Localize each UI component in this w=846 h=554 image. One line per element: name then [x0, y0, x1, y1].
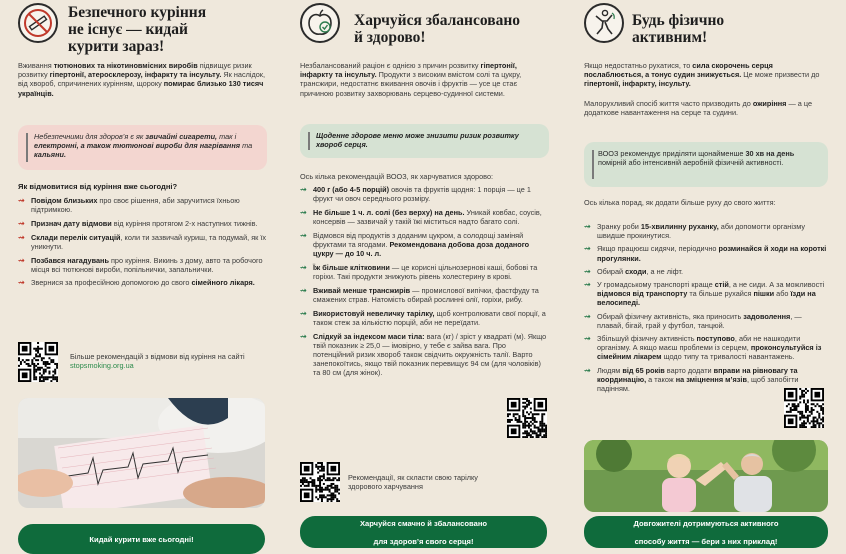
list-item — [584, 334, 828, 362]
nutrition-tips-list — [300, 185, 549, 382]
text-run: овочів та фруктів щодня: 1 порція — це 1 фрукт чи овоч середнього розміру. — [313, 185, 531, 204]
list-item — [18, 256, 267, 274]
text-run: Уникай ковбас, соусів, консервів — зазвичай у такій їжі міститься надто багато солі. — [313, 207, 542, 227]
qr-code-icon[interactable] — [784, 388, 824, 428]
bullet-icon: ⇝ — [300, 262, 307, 272]
bullet-icon: ⇝ — [584, 266, 591, 276]
text-run: сила скорочень серця послаблюється, а тонус судин знижується. — [584, 61, 773, 80]
list-item — [584, 312, 828, 330]
list-item — [300, 309, 549, 327]
text-run: щоб контролювати свої порції, а також стеж за кількістю порцій, аби не переїдати. — [313, 308, 546, 327]
text-run: Якщо працюєш сидячи, періодично — [597, 244, 719, 254]
list-item — [300, 332, 549, 378]
text-run: а також — [646, 374, 676, 384]
who-recommendation-box — [584, 142, 828, 187]
list-heading: Як відмовитися від куріння вже сьогодні? — [18, 182, 178, 191]
activity-tips-list — [584, 222, 828, 397]
text-run: щодо типу та тривалості навантажень. — [661, 352, 795, 362]
text-run: Вживай менше трансжирів — [313, 285, 411, 295]
list-item — [18, 278, 267, 287]
bullet-icon: ⇝ — [300, 230, 307, 240]
bullet-icon: ⇝ — [300, 331, 307, 341]
text-run: варто додати — [664, 365, 714, 375]
list-item — [18, 219, 267, 228]
text-run: , а не ліфт. — [646, 266, 684, 276]
list-item — [584, 244, 828, 262]
text-run: кальяни. — [34, 150, 66, 160]
text-run: Як наслідок, від хвороб, спричинених курінням, щороку — [18, 70, 266, 89]
text-run: Це може призвести до — [741, 70, 820, 80]
bullet-icon: ⇝ — [584, 311, 591, 321]
text-run: Вживання — [18, 61, 54, 70]
text-run: відмовся від транспорту — [597, 289, 688, 299]
quit-steps-list — [18, 196, 267, 292]
text-run: розминайся й ходи на короткі прогулянки. — [597, 244, 827, 263]
active-seniors-photo — [584, 440, 828, 512]
text-run: вправи на рівновагу та координацію, — [597, 365, 798, 384]
list-item — [584, 222, 828, 240]
text-run: про куріння. Викинь з дому, авто та робочого місця всі тютюнові вироби, попільнички, запальнички. — [31, 255, 263, 274]
bullet-icon: ⇝ — [18, 218, 25, 228]
list-item — [300, 208, 549, 226]
text-run: Склади перелік ситуацій — [31, 232, 121, 242]
intro-text — [18, 61, 268, 98]
list-heading: Ось кілька рекомендацій ВООЗ, як харчуватися здорово: — [300, 172, 494, 181]
text-run: електронні, а також тютюнові вироби для нагрівання — [34, 141, 241, 151]
text-run: вага (кг) / зріст у квадраті (м). Якщо твій показник ≥ 25,0 — імовірно, у тебе є зайва вага. Про потенційний ризик хвороб також свідчить окружність талії. Варто занепокоїтись, якщо твій показник перевищує 94 см (для чоловіків) та 80 см (для жінок). — [313, 331, 547, 378]
bullet-icon: ⇝ — [300, 285, 307, 295]
text-run: або — [774, 289, 791, 299]
intro-text — [300, 61, 550, 98]
text-run: 15-хвилинну руханку, — [640, 222, 719, 231]
text-run: — промислової випічки, фастфуду та смажених страв. Натомість обирай рослинні олії, горіхи, рибу. — [313, 285, 539, 305]
list-heading: Ось кілька порад, як додати більше руху до свого життя: — [584, 198, 776, 207]
site-link[interactable]: stopsmoking.org.ua — [70, 361, 134, 371]
text-run: поступово — [696, 334, 735, 344]
list-item — [300, 231, 549, 259]
list-item — [18, 233, 267, 251]
apple-check-icon — [300, 3, 340, 43]
highlight-box: Щоденне здорове меню може знизити ризик розвитку хвороб серця. — [300, 124, 549, 158]
bullet-icon: ⇝ — [18, 255, 25, 265]
intro-text — [584, 61, 828, 89]
text-run: 30 хв на день — [745, 149, 795, 158]
warning-box — [18, 125, 267, 170]
doctor-ecg-photo — [18, 398, 265, 508]
text-run: проконсультуйся із сімейним лікарем — [597, 343, 822, 362]
bullet-icon: ⇝ — [300, 185, 307, 194]
list-item — [300, 263, 549, 281]
text-run: стій — [714, 280, 729, 290]
text-run: Відмовся від продуктів з доданим цукром, а солодощі заміняй фруктами та ягодами. — [313, 230, 524, 250]
text-run: Слідкуй за індексом маси тіла: — [313, 331, 425, 341]
column-activity — [564, 0, 846, 554]
qr-code-icon[interactable] — [18, 342, 58, 382]
text-run: звичайні сигарети, — [145, 132, 218, 141]
text-run: підвищує ризик розвитку — [18, 61, 252, 80]
text-run: їзди на велосипеді. — [597, 289, 816, 308]
bullet-icon: ⇝ — [18, 278, 25, 288]
text-run: та — [240, 141, 253, 151]
text-run: Позбався нагадувань — [31, 255, 109, 265]
section-title: Будь фізично активним! — [632, 12, 725, 46]
text-run: помирає близько 130 тисяч українців. — [18, 79, 264, 98]
bullet-icon: ⇝ — [300, 308, 307, 318]
list-item — [300, 286, 549, 304]
list-item — [18, 196, 267, 214]
qr-caption: Більше рекомендацій з відмови від куріння на сайті stopsmoking.org.ua — [70, 352, 245, 371]
text-run: Якщо недостатньо рухатися, то — [584, 61, 693, 70]
text-run: , — плавай, бігай, грай у футбол, танцюй. — [597, 311, 802, 330]
text-run: Людям — [597, 365, 623, 375]
intro-text-2 — [584, 99, 828, 117]
list-item — [584, 267, 828, 276]
text-run: — це корисні цільнозернові каші, бобові та горіхи. Такі продукти знижують рівень холестерину в крові. — [313, 262, 538, 282]
column-smoking — [0, 0, 282, 554]
text-run: , а не сиди. А за можливості — [728, 280, 825, 290]
text-run: Не більше 1 ч. л. солі (без верху) на день. — [313, 207, 465, 217]
text-run: Незбалансований раціон є однією з причин розвитку — [300, 61, 481, 70]
qr-code-icon[interactable] — [300, 462, 340, 502]
text-run: гіпертонії, інфаркту та інсульту. — [300, 61, 517, 80]
exercise-person-icon — [584, 3, 624, 43]
text-run: на зміцнення м’язів — [675, 374, 747, 384]
text-run: ожиріння — [752, 99, 787, 108]
text-run: Продукти з високим вмістом солі та цукру, трансжири, недостатнє вживання овочів і фруктів — усе це стає причиною розвитку захворювань серцево-судинної системи. — [300, 70, 522, 98]
text-run: пішки — [753, 289, 775, 299]
text-run: Обирай — [597, 266, 626, 276]
text-run: Небезпечними для здоров’я є як — [34, 132, 146, 141]
text-run: та більше рухайся — [687, 289, 754, 299]
text-run: Зранку роби — [597, 222, 641, 231]
page-title: Безпечного куріння не існує — кидай курити зараз! — [68, 4, 207, 55]
text-run: Звернися за професійною допомогою до свого — [31, 278, 192, 288]
text-run: ВООЗ рекомендує приділяти щонайменше — [598, 149, 746, 158]
cta-activity-button[interactable]: Довгожителі дотримуються активного способу життя — бери з них приклад! — [584, 516, 828, 548]
text-run: Рекомендована добова доза доданого цукру — до 10 ч. л. — [313, 240, 530, 259]
text-run: Повідом близьких — [31, 196, 98, 205]
cta-eat-button[interactable]: Харчуйся смачно й збалансовано для здоров’я свого серця! — [300, 516, 547, 548]
column-nutrition — [282, 0, 564, 554]
text-run: Їж більше клітковини — [313, 262, 390, 272]
text-run: Признач дату відмови — [31, 218, 112, 228]
text-run: задоволення — [743, 311, 791, 321]
text-run: Використовуй невеличку тарілку, — [313, 308, 435, 318]
bullet-icon: ⇝ — [18, 196, 25, 205]
no-smoking-icon — [18, 3, 58, 43]
cta-quit-button[interactable]: Кидай курити вже сьогодні! — [18, 524, 265, 554]
text-run: гіпертонії, атеросклерозу, інфаркту та інсульту. — [49, 70, 222, 80]
text-run: Обирай фізичну активність, яка приносить — [597, 311, 744, 321]
text-run: сходи — [625, 266, 647, 276]
text-run: про своє рішення, аби заручитися їхньою підтримкою. — [31, 196, 240, 215]
bullet-icon: ⇝ — [584, 280, 591, 290]
list-item — [584, 280, 828, 308]
text-run: 400 г (або 4-5 порцій) — [313, 185, 390, 194]
text-run: від куріння протягом 2-х наступних тижнів. — [111, 218, 258, 228]
list-item — [300, 185, 549, 203]
text-run: — а це додаткове навантаження на серце та судини. — [584, 99, 813, 118]
text-run: від 65 років — [622, 365, 665, 375]
qr-code-icon[interactable] — [507, 398, 547, 438]
text-run: Малорухливий спосіб життя часто призводить до — [584, 99, 753, 108]
text-run: , щоб запобігти падінням. — [597, 374, 799, 394]
text-run: тютюнових та нікотиновмісних виробів — [53, 61, 198, 70]
text-run: аби допомогти організму швидше прокинутися. — [597, 222, 806, 241]
text-run: так і — [217, 132, 237, 141]
text-run: гіпертонії, інфаркту, інсульту. — [584, 79, 691, 89]
bullet-icon: ⇝ — [584, 334, 591, 344]
section-title: Харчуйся збалансовано й здорово! — [354, 12, 521, 46]
bullet-icon: ⇝ — [584, 244, 591, 254]
text-run: , коли ти зазвичай куриш, та подумай, як їх уникнути. — [31, 232, 267, 251]
qr-caption: Рекомендації, як скласти свою тарілку здорового харчування — [348, 473, 478, 492]
text-run: сімейного лікаря. — [191, 278, 255, 288]
text-run: помірній або інтенсивній аеробній фізичній активності. — [598, 158, 784, 168]
text-run: , аби не нашкодити організму. А якщо маєш проблеми із серцем, — [597, 334, 801, 353]
bullet-icon: ⇝ — [584, 365, 591, 375]
text-run: У громадському транспорті краще — [597, 280, 715, 290]
bullet-icon: ⇝ — [18, 232, 25, 242]
bullet-icon: ⇝ — [300, 207, 307, 217]
text-run: Збільшуй фізичну активність — [597, 334, 697, 344]
bullet-icon: ⇝ — [584, 222, 591, 231]
